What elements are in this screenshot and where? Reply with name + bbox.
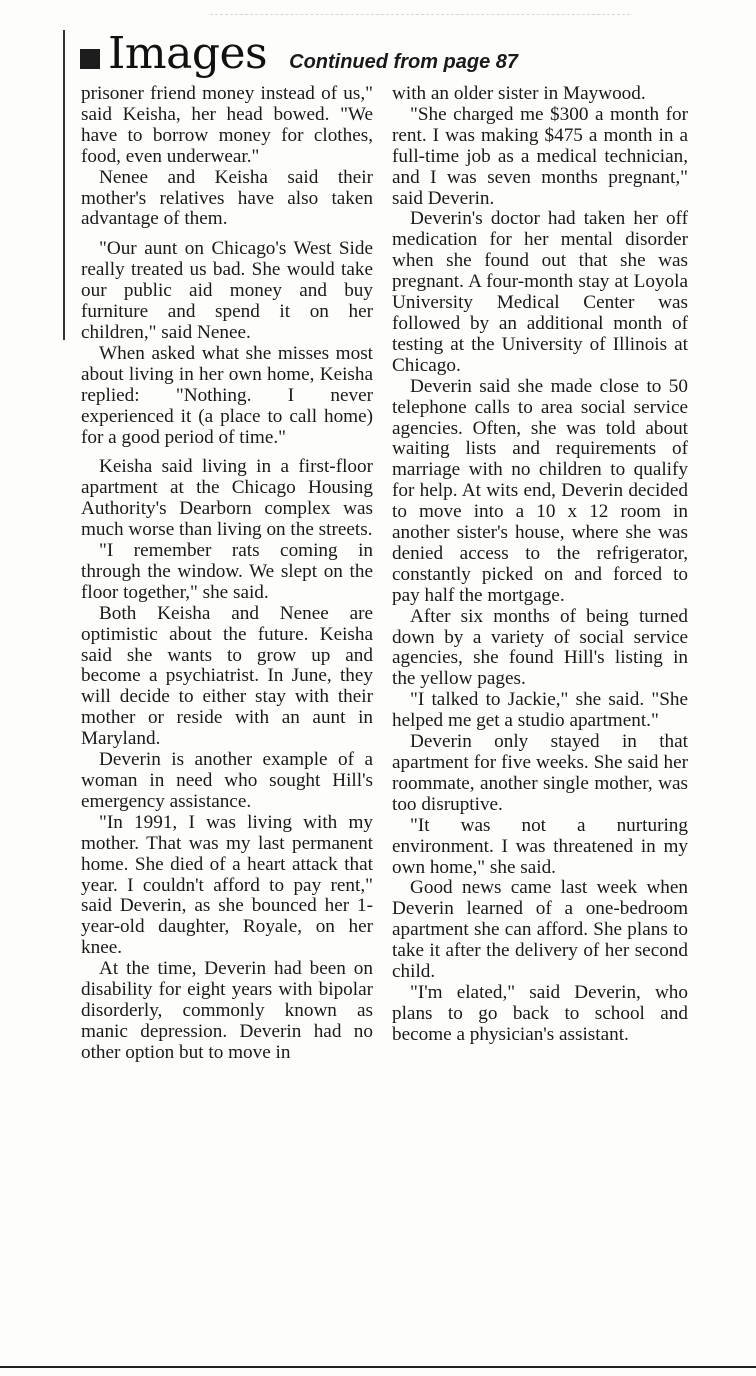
paragraph: "I talked to Jackie," she said. "She helped me get a studio apartment."	[392, 689, 688, 732]
left-margin-rule	[63, 30, 65, 340]
article-column-left	[81, 84, 373, 1064]
paragraph: Deverin is another example of a woman in need who sought Hill's emergency assistance.	[81, 749, 373, 812]
paragraph: "Our aunt on Chicago's West Side really treated us bad. She would take our public aid money and buy furniture and spend it on her children," said Nenee.	[81, 238, 373, 343]
paragraph: "I'm elated," said Deverin, who plans to go back to school and become a physician's assistant.	[392, 981, 688, 1045]
paragraph: Good news came last week when Deverin learned of a one-bedroom apartment she can afford. She plans to take it after the delivery of her second child.	[392, 877, 688, 983]
paragraph: After six months of being turned down by a variety of social service agencies, she found Hill's listing in the yellow pages.	[392, 605, 688, 690]
paragraph: Deverin said she made close to 50 telephone calls to area social service agencies. Often, she was told about waiting lists and requirements of marriage with no children to qualify for help. At wits end, Deverin decided to move into a 10 x 12 room in another sister's house, where she was denied access to the refrigerator, constantly picked on and forced to pay half the mortgage.	[392, 375, 688, 606]
paragraph: with an older sister in Maywood.	[392, 83, 646, 104]
paragraph: "It was not a nurturing environment. I was threatened in my own home," she said.	[392, 814, 688, 878]
paragraph: At the time, Deverin had been on disability for eight years with bipolar disorderly, commonly known as manic depression. Deverin had no other option but to move in	[81, 958, 373, 1063]
scan-artifact-dots	[210, 14, 630, 25]
continued-from-label: Continued from page 87	[289, 51, 519, 73]
paragraph: Nenee and Keisha said their mother's relatives have also taken advantage of them.	[81, 166, 373, 230]
paragraph: "She charged me $300 a month for rent. I was making $475 a month in a full-time job as a medical technician, and I was seven months pregnant," said Deverin.	[392, 103, 688, 209]
section-title: Images	[108, 28, 268, 79]
article-column-right	[392, 84, 688, 1046]
paragraph: "I remember rats coming in through the window. We slept on the floor together," she said.	[81, 540, 373, 603]
section-bullet-icon	[80, 49, 100, 69]
paragraph: prisoner friend money instead of us," said Keisha, her head bowed. "We have to borrow money for clothes, food, even underwear."	[81, 83, 373, 167]
paragraph: When asked what she misses most about living in her own home, Keisha replied: "Nothing. I never experienced it (a place to call home) for a good period of time."	[81, 342, 373, 448]
paragraph: Deverin's doctor had taken her off medication for her mental disorder when she found out that she was pregnant. A four-month stay at Loyola University Medical Center was followed by an additional month of testing at the University of Illinois at Chicago.	[392, 208, 688, 376]
paragraph: Both Keisha and Nenee are optimistic about the future. Keisha said she wants to grow up and become a psychiatrist. In June, they will decide to either stay with their mother or reside with an aunt in Maryland.	[81, 602, 373, 750]
page-bottom-rule	[0, 1366, 756, 1368]
paragraph: Deverin only stayed in that apartment for five weeks. She said her roommate, another single mother, was too disruptive.	[392, 731, 688, 815]
paragraph: Keisha said living in a first-floor apartment at the Chicago Housing Authority's Dearborn complex was much worse than living on the streets.	[81, 456, 373, 541]
paragraph: "In 1991, I was living with my mother. That was my last permanent home. She died of a heart attack that year. I couldn't afford to pay rent," said Deverin, as she bounced her 1-year-old daughter, Royale, on her knee.	[81, 811, 373, 959]
section-header	[80, 28, 518, 84]
